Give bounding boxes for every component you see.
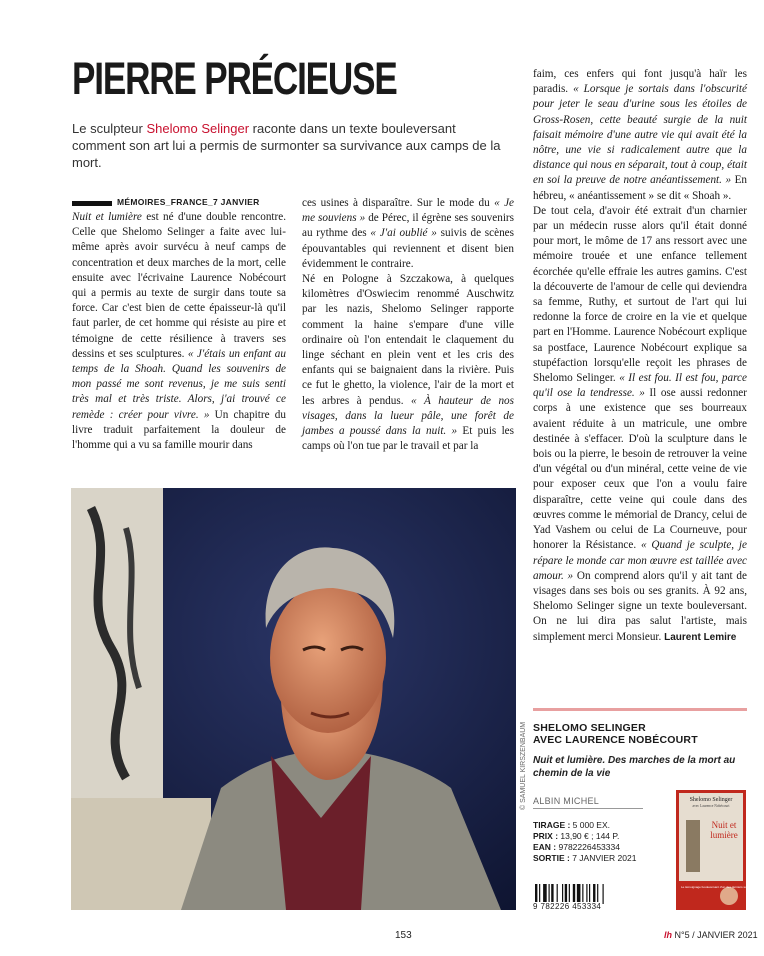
book-authors: SHELOMO SELINGER AVEC LAURENCE NOBÉCOURT: [533, 722, 698, 746]
paragraph: ces usines à disparaître. Sur le mode du « Je me souviens » de Pérec, il égrène ses souvenirs au rythme des « J'ai oublié » suivis de scènes épouvantables qui reviennent et disent bien évidemment le contraire.: [302, 197, 515, 270]
standfirst: Le sculpteur Shelomo Selinger raconte dans un texte bouleversant comment son art lui a permis de surmonter sa survivance aux camps de la mort.: [72, 121, 501, 170]
author-signature: Laurent Lemire: [664, 631, 737, 643]
box-rule: [533, 708, 747, 711]
cover-author: Shelomo Selinger: [689, 797, 733, 803]
cover-band: Le témoignage bouleversant d'un des derniers survivants: [681, 885, 757, 889]
cover-title-1: Nuit et: [711, 820, 737, 830]
portrait-photo: [71, 488, 516, 910]
page-number: 153: [395, 930, 412, 941]
cover-title-2: lumière: [710, 830, 738, 840]
book-specs: [533, 820, 636, 864]
publisher: ALBIN MICHEL: [533, 796, 600, 806]
portrait-illustration: [71, 488, 516, 910]
book-cover: [676, 790, 757, 910]
article-column-1: [72, 196, 286, 453]
barcode-number: 9 782226 453334: [533, 902, 602, 911]
cover-coauthor: avec Laurence Nobécourt: [692, 804, 730, 808]
magazine-logo: lh: [664, 930, 672, 940]
spec-row: TIRAGE : 5 000 EX.: [533, 820, 611, 830]
book-title: Nuit et lumière. Des marches de la mort au chemin de la vie: [533, 755, 736, 779]
issue-info: lh N°5 / JANVIER 2021: [664, 930, 758, 940]
page-title: PIERRE PRÉCIEUSE: [72, 53, 397, 104]
article-column-3: [533, 67, 747, 645]
paragraph: De tout cela, d'avoir été extrait d'un charnier par un médecin russe alors qu'il était donné pour mort, le môme de 17 ans ressort avec une mémoire trouée et une enfance tellement écorchée qu'elle effraie les autres gamins. C'est la découverte de l'amour de celle qui deviendra sa femme, Ruthy, et surtout de l'art qui lui redonne la force de croire en la vie et quelque part en l'Homme. Laurence Nobécourt explique sa postface, Laurence Nobécourt explique sa stupéfaction lorsqu'elle reçoit les phrases de Shelomo Selinger. « Il est fou. Il est fou, parce qu'il ose la tendresse. » Il ose aussi redonner corps à une existence que ses bourreaux avaient réduite à un matricule, une ombre destinée à s'effacer. D'où la sculpture dans le bois ou la pierre, le besoin de retrouver la veine d'un végétal ou d'un minéral, cette veine de vie pour exposer ceux que l'on a voulu faire disparaître, cette veine qui coule dans des œuvres comme le mémorial de Drancy, celui de Yad Vashem ou celui de La Courneuve, pour honorer la Résistance. « Quand je sculpte, je répare le monde car mon œuvre est taillée avec amour. » On comprend alors qu'il y ait tant de visages dans ses bois ou ses granits. À 92 ans, Shelomo Selinger signe un texte bouleversant. On ne lui dira pas salut l'artiste, mais simplement merci Monsieur. Laurent Lemire: [533, 204, 747, 643]
spec-row: SORTIE : 7 JANVIER 2021: [533, 853, 637, 863]
photo-credit: © SAMUEL KIRSZENBAUM: [520, 721, 527, 810]
paragraph: Nuit et lumière est né d'une double rencontre. Celle que Shelomo Selinger a faite avec lui-même après avoir survécu à neuf camps de concentration et deux marches de la mort, celle ensuite avec l'écrivaine Laurence Nobécourt qui a permis au texte de surgir dans toute sa force. Car c'est bien de cette épaisseur-là qu'il faut parler, de cet homme qui résiste au pire et témoigne de cette résilience à travers ses dessins et ses sculptures. « J'étais un enfant au temps de la Shoah. Quand les souvenirs de mon passé me sont revenus, je me suis senti très mal et très triste. Alors, j'ai trouvé ce remède : créer pour vivre. » Un chapitre du livre traduit parfaitement la douleur de l'homme qui a vu sa famille mourir dans: [72, 211, 287, 452]
section-kicker: MÉMOIRES_FRANCE_7 JANVIER: [72, 196, 286, 210]
paragraph: Né en Pologne à Szczakowa, à quelques kilomètres d'Oswiecim renommé Auschwitz par les nazis, Shelomo Selinger rapporte comment la haine s'empare d'une ville ordinaire où l'on entendait le claquement du linge séchant en plein vent et les cris des enfants qui se baignaient dans la rivière. Puis ce fut le ghetto, la violence, l'air de la mort et les arbres à pendus. « À hauteur de nos visages, dans la lueur pâle, une forêt de jambes a poussé dans la nuit. » Et puis les camps où l'on tue par le travail et par la: [302, 273, 514, 453]
publisher-rule: [533, 808, 643, 809]
kicker-bar: [72, 201, 112, 206]
spec-row: EAN : 9782226453334: [533, 842, 620, 852]
article-column-2: [302, 196, 514, 454]
highlighted-name: Shelomo Selinger: [146, 121, 250, 136]
paragraph: faim, ces enfers qui font jusqu'à haïr les paradis. « Lorsque je sortais dans l'obscurité pour jeter le seau d'urine sous les étoiles de Gross-Rosen, cette beauté surgie de la nuit faisait mémoire d'une autre vie qui avait été la nôtre, une vie si radicalement autre que la distance qui nous en séparait, tout à coup, était en soi la preuve de notre anéantissement. » En hébreu, « anéantissement » se dit « Shoah ».: [533, 68, 748, 202]
spec-row: PRIX : 13,90 € ; 144 P.: [533, 831, 620, 841]
